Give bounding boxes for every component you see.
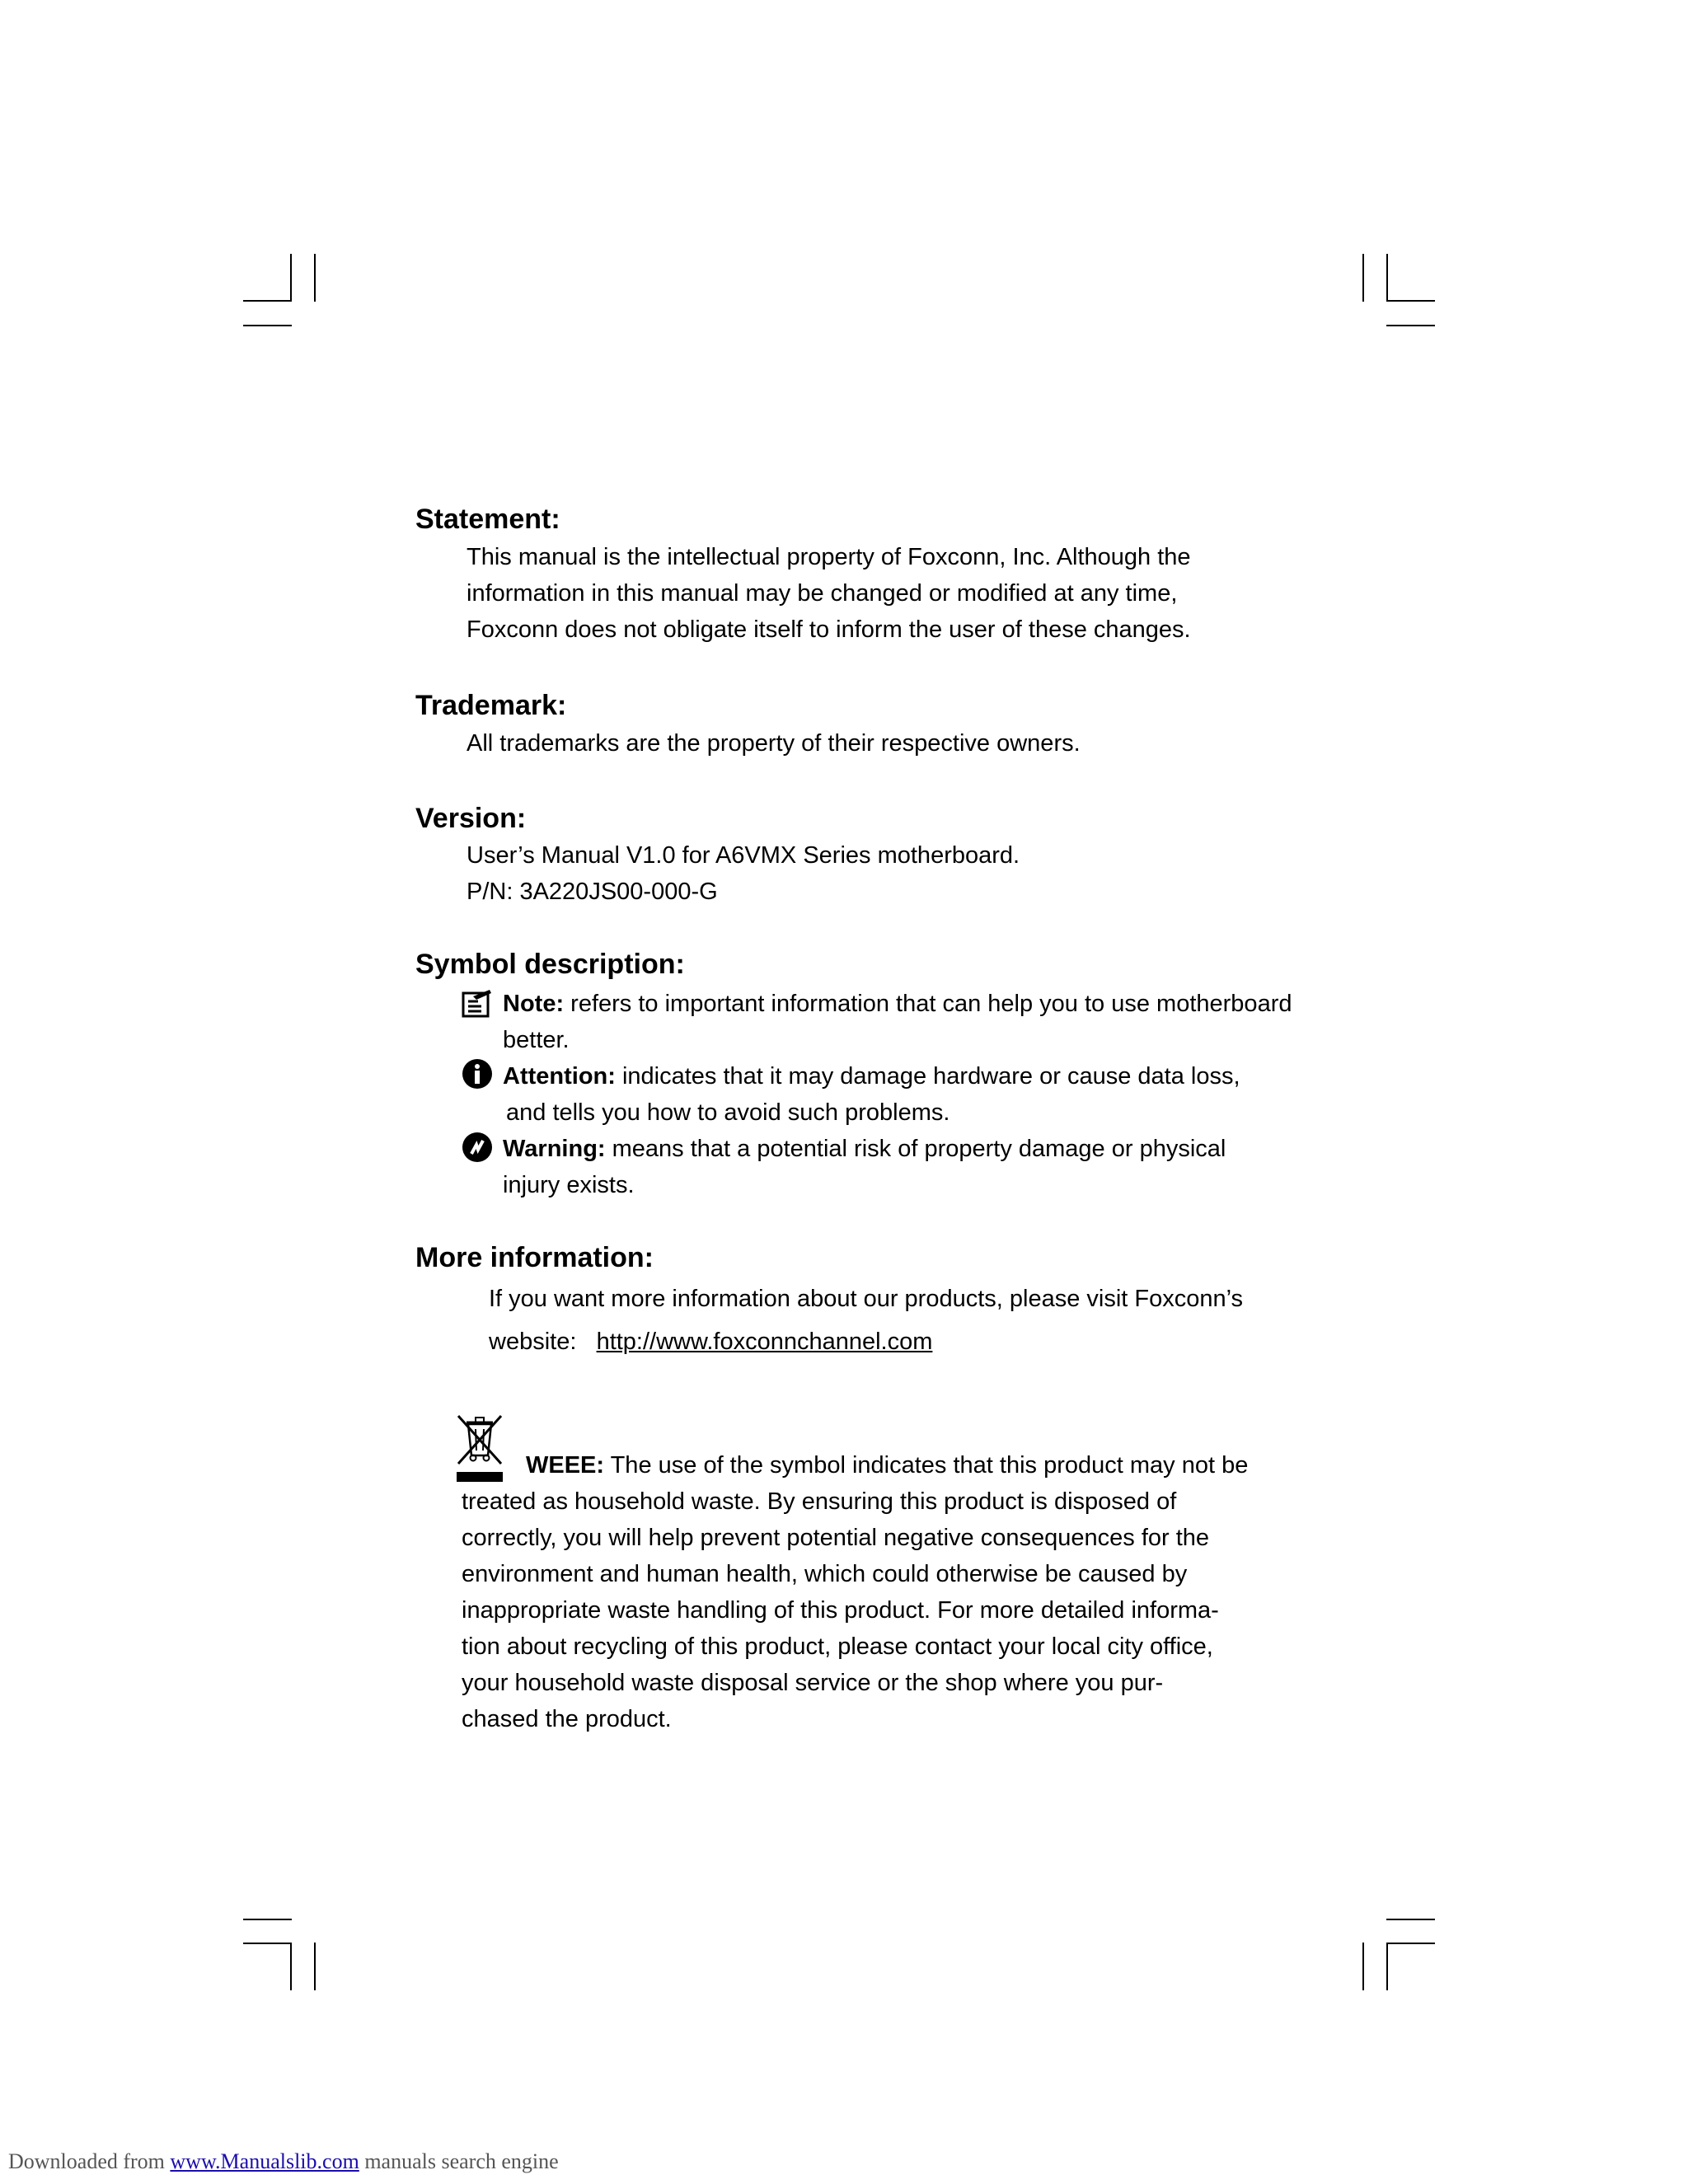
warning-description — [503, 1131, 1226, 1203]
download-footer — [8, 2149, 559, 2174]
warning-text: injury exists. — [503, 1172, 635, 1198]
note-text: refers to important information that can help you to use motherboard — [564, 991, 1292, 1017]
trademark-heading: Trademark: — [415, 690, 567, 721]
crop-mark — [1362, 254, 1364, 302]
crop-mark — [1386, 1919, 1435, 1920]
weee-line: correctly, you will help prevent potential negative consequences for the — [462, 1525, 1210, 1551]
weee-text — [462, 1447, 1248, 1737]
note-description — [503, 986, 1292, 1058]
crop-mark — [314, 254, 316, 302]
crop-mark — [243, 300, 292, 302]
more-information-heading: More information: — [415, 1242, 654, 1273]
crop-mark — [290, 1943, 292, 1990]
weee-line: The use of the symbol indicates that this product may not be — [604, 1452, 1249, 1479]
crop-mark — [1386, 254, 1388, 302]
note-label: Note: — [503, 991, 565, 1017]
note-icon — [462, 988, 493, 1019]
crop-mark — [1386, 300, 1435, 302]
statement-text — [467, 539, 1191, 648]
statement-line: This manual is the intellectual property of Foxconn, Inc. Although the — [467, 544, 1191, 570]
attention-description — [503, 1058, 1240, 1131]
note-text: better. — [503, 1027, 570, 1053]
version-text — [467, 837, 1020, 910]
weee-line: treated as household waste. By ensuring this product is disposed of — [462, 1488, 1177, 1515]
weee-line: your household waste disposal service or the shop where you pur- — [462, 1670, 1164, 1696]
statement-line: information in this manual may be changed or modified at any time, — [467, 580, 1178, 607]
symbol-description-heading: Symbol description: — [415, 949, 685, 980]
attention-icon — [462, 1058, 493, 1090]
warning-label: Warning: — [503, 1136, 606, 1162]
version-line: User’s Manual V1.0 for A6VMX Series motherboard. — [467, 842, 1020, 869]
crop-mark — [243, 325, 292, 326]
trademark-line: All trademarks are the property of their respective owners. — [467, 730, 1081, 757]
warning-text: means that a potential risk of property damage or physical — [605, 1136, 1226, 1162]
more-information-text — [489, 1277, 1243, 1363]
crop-mark — [1386, 325, 1435, 326]
crop-mark — [314, 1943, 316, 1990]
warning-icon — [462, 1132, 493, 1163]
website-label: website: — [489, 1329, 577, 1355]
website-link[interactable]: http://www.foxconnchannel.com — [596, 1329, 933, 1355]
statement-line: Foxconn does not obligate itself to inform the user of these changes. — [467, 616, 1191, 643]
weee-label: WEEE: — [526, 1452, 605, 1479]
footer-prefix: Downloaded from — [8, 2149, 171, 2173]
footer-suffix: manuals search engine — [359, 2149, 559, 2173]
attention-label: Attention: — [503, 1063, 616, 1090]
crop-mark — [1386, 1943, 1435, 1944]
trademark-text — [467, 725, 1081, 762]
attention-text: and tells you how to avoid such problems. — [506, 1099, 950, 1126]
weee-line: inappropriate waste handling of this product. For more detailed informa- — [462, 1597, 1219, 1624]
crop-mark — [1386, 1943, 1388, 1990]
weee-line: environment and human health, which could otherwise be caused by — [462, 1561, 1188, 1587]
statement-heading: Statement: — [415, 504, 560, 535]
attention-text: indicates that it may damage hardware or cause data loss, — [615, 1063, 1240, 1090]
manualslib-link[interactable]: www.Manualslib.com — [170, 2149, 359, 2173]
part-number: P/N: 3A220JS00-000-G — [467, 879, 718, 905]
crop-mark — [1362, 1943, 1364, 1990]
weee-line: tion about recycling of this product, please contact your local city office, — [462, 1633, 1213, 1660]
crop-mark — [243, 1919, 292, 1920]
more-information-line: If you want more information about our products, please visit Foxconn’s — [489, 1286, 1244, 1312]
version-heading: Version: — [415, 803, 527, 834]
weee-line: chased the product. — [462, 1706, 672, 1732]
crop-mark — [243, 1943, 292, 1944]
crop-mark — [290, 254, 292, 302]
